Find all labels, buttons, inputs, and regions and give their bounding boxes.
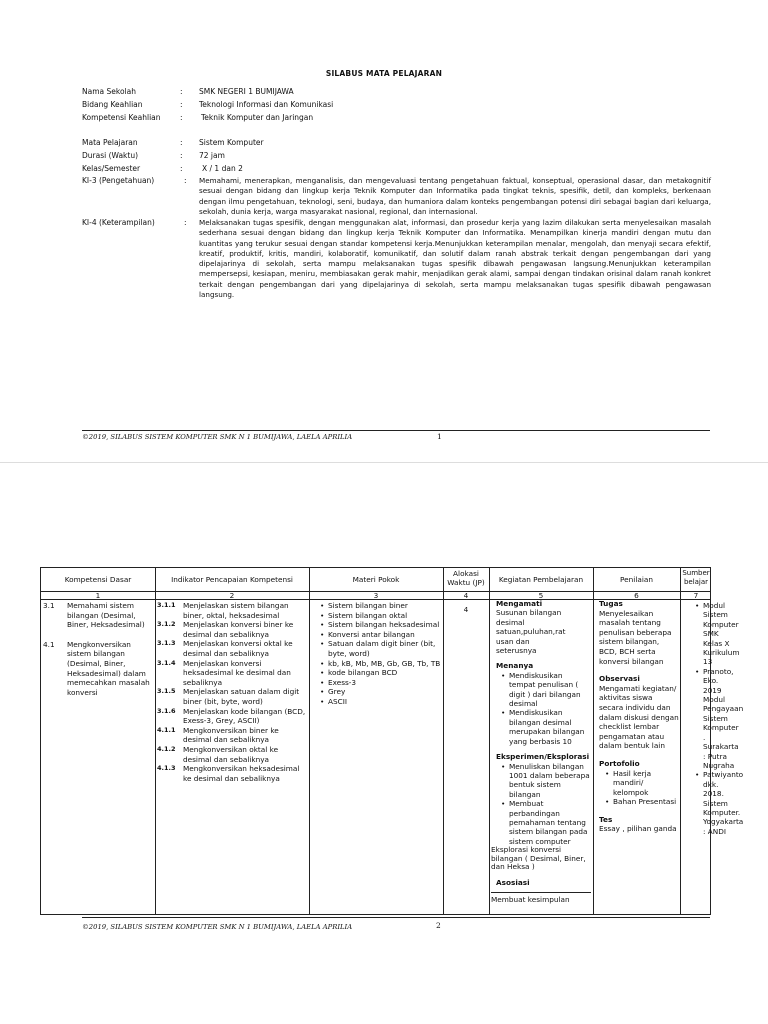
indikator-number: 3.1.4 — [157, 658, 176, 667]
kegiatan-eksplorasi-text: Eksplorasi konversi bilangan ( Desimal, Biner, dan Heksa ) — [491, 845, 586, 872]
indikator-text: Menjelaskan kode bilangan (BCD, Exess-3, Grey, ASCII) — [183, 706, 306, 726]
info-colon: : — [184, 176, 187, 185]
alokasi-value: 4 — [463, 605, 469, 614]
syllabus-table — [40, 567, 744, 915]
indikator-item — [157, 707, 307, 726]
info-value-field: Teknologi Informasi dan Komunikasi — [199, 100, 334, 109]
materi-item: • kb, kB, Mb, MB, Gb, GB, Tb, TB — [328, 659, 441, 669]
materi-item: • Sistem bilangan oktal — [328, 611, 441, 621]
materi-list — [319, 601, 441, 707]
column-divider — [155, 568, 156, 914]
penilaian-observasi-text: Mengamati kegiatan/ aktivitas siswa secara individu dan dalam diskusi dengan checklist lembar pengamatan atau dalam bentuk lain — [599, 683, 679, 751]
indikator-text: Menjelaskan konversi heksadesimal ke desimal dan sebaliknya — [183, 658, 291, 687]
column-number: 6 — [634, 591, 639, 600]
materi-item: • Satuan dalam digit biner (bit, byte, word) — [328, 639, 441, 658]
indikator-item — [157, 764, 307, 783]
indikator-text: Mengkonversikan heksadesimal ke desimal dan sebaliknya — [183, 764, 300, 783]
kd-item — [43, 640, 151, 698]
page-number: 2 — [436, 921, 441, 930]
sumber-list — [694, 601, 744, 836]
info-value-competency: Teknik Komputer dan Jaringan — [201, 113, 314, 122]
kd-item — [43, 601, 151, 630]
column-number: 5 — [538, 591, 544, 600]
kegiatan-menanya-list — [491, 671, 591, 746]
column-number: 2 — [229, 591, 235, 600]
info-label-class: Kelas/Semester — [82, 164, 141, 173]
penilaian-portofolio-heading: Portofolio — [599, 758, 640, 768]
kegiatan-asosiasi-heading: Asosiasi — [496, 877, 530, 887]
indikator-item — [157, 745, 307, 764]
column-divider — [593, 568, 594, 914]
header-indikator: Indikator Pencapaian Kompetensi — [171, 575, 293, 584]
column-divider — [680, 568, 681, 914]
materi-item: • kode bilangan BCD — [328, 668, 441, 678]
penilaian-tes-heading: Tes — [599, 814, 613, 824]
info-colon: : — [180, 138, 183, 147]
indikator-number: 3.1.1 — [157, 601, 176, 609]
indikator-number: 4.1.2 — [157, 744, 176, 753]
info-colon: : — [180, 113, 183, 122]
kegiatan-eksperimen-item: • Menuliskan bilangan 1001 dalam beberapa bentuk sistem bilangan — [509, 762, 591, 800]
info-label-school: Nama Sekolah — [82, 87, 136, 96]
kegiatan-divider — [491, 892, 591, 893]
info-colon: : — [184, 218, 187, 227]
info-value-school: SMK NEGERI 1 BUMIJAWA — [199, 87, 294, 96]
kegiatan-mengamati-text: Susunan bilangan desimal satuan,puluhan,rat usan dan seterusnya — [496, 608, 566, 656]
sumber-item: • Modul Sistem Komputer SMK Kelas X Kurikulum 13 — [703, 601, 730, 667]
indikator-item — [157, 659, 307, 688]
indikator-text: Menjelaskan satuan dalam digit biner (bit, byte, word) — [183, 687, 300, 706]
penilaian-tugas-text: Menyelesaikan masalah tentang penulisan beberapa sistem bilangan, BCD, BCH serta konversi bilangan — [599, 608, 672, 666]
info-value-duration: 72 jam — [199, 151, 225, 160]
column-divider — [489, 568, 490, 914]
indikator-item — [157, 620, 307, 639]
penilaian-observasi-heading: Observasi — [599, 674, 640, 684]
column-number: 4 — [463, 591, 469, 600]
materi-item: • Exess-3 — [328, 678, 441, 688]
kegiatan-mengamati-heading: Mengamati — [496, 599, 543, 608]
indikator-number: 3.1.3 — [157, 639, 176, 648]
indikator-text: Menjelaskan konversi biner ke desimal dan sebaliknya — [183, 620, 294, 639]
header-kegiatan: Kegiatan Pembelajaran — [498, 575, 584, 584]
penilaian-tes-text: Essay , pilihan ganda — [599, 824, 677, 834]
penilaian-tugas-heading: Tugas — [599, 599, 623, 608]
materi-cell — [319, 601, 441, 707]
kegiatan-cell — [491, 599, 591, 904]
penilaian-portofolio-item: • Hasil kerja mandiri/ kelompok — [613, 769, 679, 798]
ki3-text: Memahami, menerapkan, menganalisis, dan mengevaluasi tentang pengetahuan faktual, konseptual, operasional dasar, dan metakognitif sesuai dengan bidang dan lingkup kerja Teknik Komputer dan Informatika pada tingkat teknis, spesifik, detil, dan kompleks, berkenaan dengan ilmu pengetahuan, teknologi, seni, budaya, dan humaniora dalam konteks pengembangan potensi diri sebagai bagian dari keluarga, sekolah, dunia kerja, warga masyarakat nasional, regional, dan internasional. — [199, 176, 711, 216]
info-label-competency: Kompetensi Keahlian — [82, 113, 161, 122]
sumber-cell — [694, 601, 744, 836]
page-separator — [0, 462, 768, 463]
footer-text: ©2019, SILABUS SISTEM KOMPUTER SMK N 1 BUMIJAWA, LAELA APRILIA — [82, 923, 353, 931]
ki4-label: KI-4 (Keterampilan) — [82, 218, 155, 227]
page-title: SILABUS MATA PELAJARAN — [325, 69, 443, 78]
column-divider — [309, 568, 310, 914]
kegiatan-menanya-heading: Menanya — [496, 661, 534, 671]
kd-number: 4.1 — [43, 639, 55, 649]
materi-item: • Konversi antar bilangan — [328, 630, 441, 640]
indikator-item — [157, 726, 307, 745]
indikator-item — [157, 601, 307, 620]
header-kompetensi-dasar: Kompetensi Dasar — [64, 575, 132, 584]
indikator-text: Menjelaskan sistem bilangan biner, oktal, heksadesimal — [183, 601, 289, 620]
column-divider — [443, 568, 444, 914]
kd-cell — [43, 601, 151, 707]
info-label-field: Bidang Keahlian — [82, 100, 143, 109]
column-number: 1 — [95, 591, 101, 600]
indikator-text: Mengkonversikan oktal ke desimal dan sebaliknya — [183, 744, 279, 764]
penilaian-cell — [599, 599, 679, 834]
indikator-number: 4.1.1 — [157, 725, 176, 734]
kd-text: Memahami sistem bilangan (Desimal, Biner, Heksadesimal) — [67, 601, 145, 630]
kd-number: 3.1 — [43, 601, 55, 610]
info-colon: : — [180, 164, 183, 173]
kegiatan-eksperimen-heading: Eksperimen/Eksplorasi — [496, 752, 590, 762]
kegiatan-menanya-item: • Mendiskusikan tempat penulisan ( digit ) dari bilangan desimal — [509, 671, 591, 709]
indikator-text: Mengkonversikan biner ke desimal dan sebaliknya — [183, 725, 279, 745]
header-alokasi-waktu: Alokasi Waktu (JP) — [447, 569, 485, 587]
header-sumber: Sumber belajar — [682, 569, 710, 586]
ki3-label: KI-3 (Pengetahuan) — [82, 176, 155, 185]
info-colon: : — [180, 87, 183, 96]
materi-item: • ASCII — [328, 697, 441, 707]
penilaian-portofolio-list — [599, 769, 679, 807]
indikator-number: 3.1.6 — [157, 706, 176, 715]
footer-rule — [82, 917, 710, 918]
materi-item: • Grey — [328, 687, 441, 697]
indikator-item — [157, 687, 307, 706]
penilaian-portofolio-item: • Bahan Presentasi — [613, 797, 679, 807]
indikator-cell — [157, 601, 307, 783]
info-label-duration: Durasi (Waktu) — [82, 151, 139, 160]
info-label-subject: Mata Pelajaran — [82, 138, 138, 147]
materi-item: • Sistem bilangan biner — [328, 601, 441, 611]
indikator-item — [157, 639, 307, 658]
header-materi-pokok: Materi Pokok — [352, 575, 400, 584]
info-value-subject: Sistem Komputer — [199, 138, 264, 147]
indikator-number: 3.1.5 — [157, 687, 176, 696]
page-number: 1 — [437, 432, 442, 441]
kd-text: Mengkonversikan sistem bilangan (Desimal, Biner, Heksadesimal) dalam memecahkan masalah konversi — [67, 639, 150, 697]
header-penilaian: Penilaian — [620, 575, 653, 584]
column-number: 7 — [693, 591, 699, 600]
sumber-item: • Pranoto, Eko. 2019 Modul Pengayaan Sistem Komputer . Surakarta : Putra Nugraha — [703, 667, 730, 770]
ki4-text: Melaksanakan tugas spesifik, dengan menggunakan alat, informasi, dan prosedur kerja yang lazim dilakukan serta menyelesaikan masalah sederhana sesuai dengan bidang dan lingkup kerja Teknik Komputer dan Informatika. Menampilkan kinerja mandiri dengan mutu dan kuantitas yang terukur sesuai dengan standar kompetensi kerja.Menunjukkan keterampilan menalar, mengolah, dan menyaji secara efektif, kreatif, produktif, kritis, mandiri, kolaboratif, komunikatif, dan solutif dalam ranah abstrak terkait dengan pengembangan dari yang dipelajarinya di sekolah, serta mampu melaksanakan tugas spesifik dibawah pengawasan langsung.Menunjukkan keterampilan mempersepsi, kesiapan, meniru, membiasakan gerak mahir, menjadikan gerak alami, sampai dengan tindakan orisinal dalam ranah konkret terkait dengan pengembangan dari yang dipelajarinya di sekolah, serta mampu melaksanakan tugas spesifik dibawah pengawasan langsung. — [199, 218, 711, 300]
materi-item: • Sistem bilangan heksadesimal — [328, 620, 441, 630]
column-number: 3 — [373, 591, 379, 600]
kegiatan-eksperimen-item: • Membuat perbandingan pemahaman tentang sistem bilangan pada sistem computer — [509, 799, 591, 846]
kegiatan-menanya-item: • Mendiskusikan bilangan desimal merupakan bilangan yang berbasis 10 — [509, 708, 591, 746]
kegiatan-asosiasi-text: Membuat kesimpulan — [491, 895, 570, 905]
info-colon: : — [180, 151, 183, 160]
footer-rule — [82, 430, 710, 431]
indikator-text: Menjelaskan konversi oktal ke desimal dan sebaliknya — [183, 639, 293, 658]
info-value-class: X / 1 dan 2 — [202, 164, 243, 173]
indikator-number: 3.1.2 — [157, 620, 176, 629]
indikator-number: 4.1.3 — [157, 764, 176, 773]
sumber-item: • Patwiyanto dkk. 2018. Sistem Komputer. Yogyakarta : ANDI — [703, 770, 730, 836]
info-colon: : — [180, 100, 183, 109]
footer-text: ©2019, SILABUS SISTEM KOMPUTER SMK N 1 BUMIJAWA, LAELA APRILIA — [82, 433, 353, 441]
kegiatan-eksperimen-list — [491, 762, 591, 847]
